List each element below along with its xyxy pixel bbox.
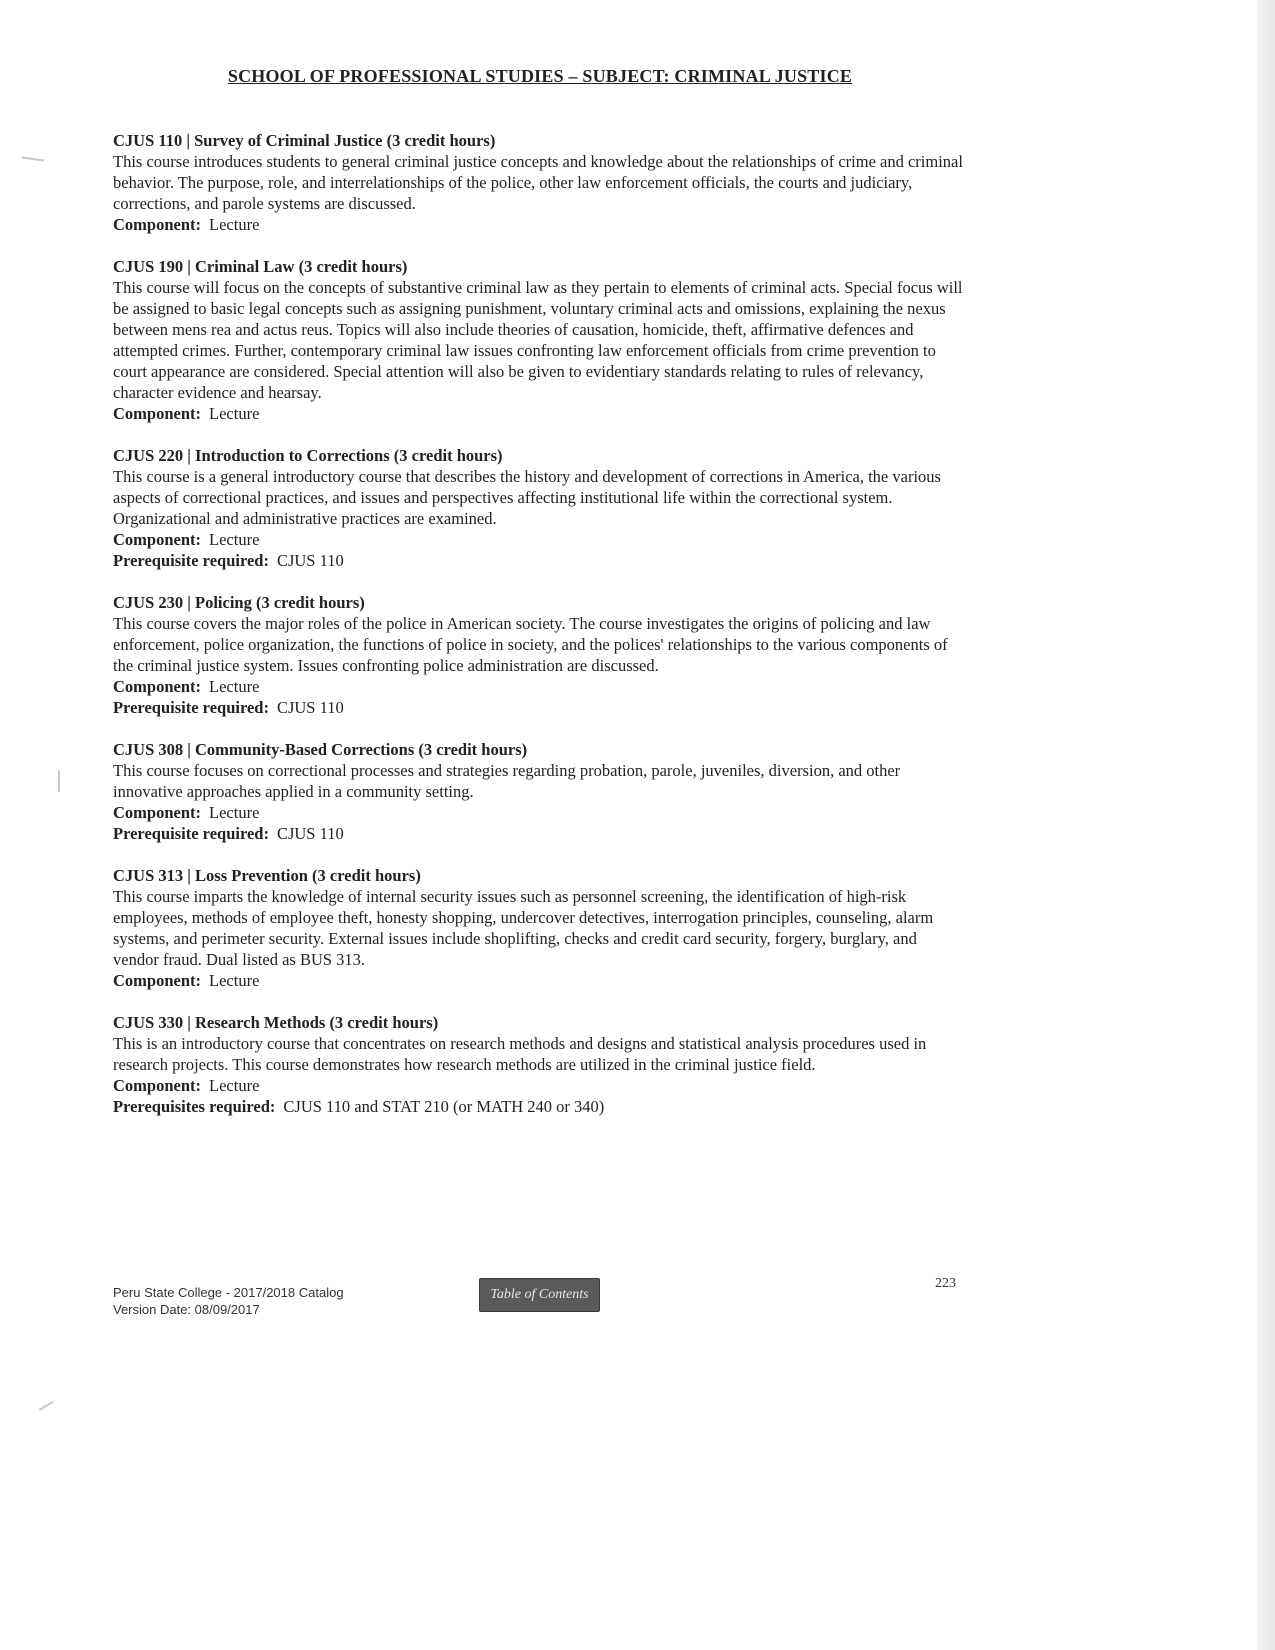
course-title: CJUS 330 | Research Methods (3 credit hours) xyxy=(113,1013,439,1032)
course-description: This course will focus on the concepts of substantive criminal law as they pertain to elements of criminal acts. Special focus will be assigned to basic legal concepts such as assigning punishment, voluntary criminal acts and omissions, explaining the nexus between mens rea and actus reus. Topics will also include theories of causation, homicide, theft, affirmative defences and attempted crimes. Further, contemporary criminal law issues confronting law enforcement officials from crime prevention to court appearance are considered. Special attention will also be given to evidentiary standards relating to rules of relevancy, character evidence and hearsay. xyxy=(113,278,963,402)
prerequisite-line xyxy=(113,697,963,718)
course-title: CJUS 110 | Survey of Criminal Justice (3 credit hours) xyxy=(113,131,496,150)
component-label: Component: xyxy=(113,530,202,549)
component-line xyxy=(113,214,963,235)
component-value: Lecture xyxy=(209,530,260,549)
course-description: This course imparts the knowledge of internal security issues such as personnel screening, the identification of high-risk employees, methods of employee theft, honesty shopping, undercover detectives, interrogation principles, counseling, alarm systems, and perimeter security. External issues include shoplifting, checks and credit card security, forgery, burglary, and vendor fraud. Dual listed as BUS 313. xyxy=(113,887,934,969)
component-value: Lecture xyxy=(209,215,260,234)
prerequisite-line xyxy=(113,550,963,571)
course-title: CJUS 230 | Policing (3 credit hours) xyxy=(113,593,365,612)
course-title: CJUS 190 | Criminal Law (3 credit hours) xyxy=(113,257,408,276)
component-line xyxy=(113,970,963,991)
footer-catalog-info xyxy=(113,1284,344,1318)
component-line xyxy=(113,403,963,424)
prerequisite-value: CJUS 110 xyxy=(276,698,344,717)
component-value: Lecture xyxy=(209,404,260,423)
prerequisite-label: Prerequisites required: xyxy=(113,1097,276,1116)
component-line xyxy=(113,676,963,697)
course-title: CJUS 313 | Loss Prevention (3 credit hours) xyxy=(113,866,421,885)
course-description: This is an introductory course that concentrates on research methods and designs and statistical analysis procedures used in research projects. This course demonstrates how research methods are utilized in the criminal justice field. xyxy=(113,1034,927,1074)
course-description: This course covers the major roles of the police in American society. The course investigates the origins of policing and law enforcement, police organization, the functions of police in society, and the polices' relationships to the various components of the criminal justice system. Issues confronting police administration are discussed. xyxy=(113,614,948,675)
scan-edge-shadow xyxy=(1257,0,1275,1650)
course-list xyxy=(113,130,963,1138)
prerequisite-line xyxy=(113,1096,963,1117)
component-value: Lecture xyxy=(209,971,260,990)
catalog-name: Peru State College - 2017/2018 Catalog xyxy=(113,1285,344,1300)
component-label: Component: xyxy=(113,404,202,423)
scan-mark xyxy=(22,156,44,161)
component-label: Component: xyxy=(113,1076,202,1095)
component-label: Component: xyxy=(113,677,202,696)
prerequisite-label: Prerequisite required: xyxy=(113,824,269,843)
prerequisite-value: CJUS 110 xyxy=(276,551,344,570)
page-header: SCHOOL OF PROFESSIONAL STUDIES – SUBJECT: CRIMINAL JUSTICE xyxy=(227,66,853,86)
course-description: This course is a general introductory course that describes the history and development of corrections in America, the various aspects of correctional practices, and issues and perspectives affecting institutional life within the correctional system. Organizational and administrative practices are examined. xyxy=(113,467,941,528)
component-line xyxy=(113,802,963,823)
component-line xyxy=(113,1075,963,1096)
course-entry xyxy=(113,256,963,424)
component-value: Lecture xyxy=(209,803,260,822)
course-title: CJUS 308 | Community-Based Corrections (3 credit hours) xyxy=(113,740,528,759)
course-entry xyxy=(113,865,963,991)
scan-mark xyxy=(58,770,60,792)
component-line xyxy=(113,529,963,550)
course-entry xyxy=(113,130,963,235)
course-description: This course focuses on correctional processes and strategies regarding probation, parole, juveniles, diversion, and other innovative approaches applied in a community setting. xyxy=(113,761,901,801)
component-value: Lecture xyxy=(209,1076,260,1095)
page-number: 223 xyxy=(935,1276,956,1291)
prerequisite-value: CJUS 110 xyxy=(276,824,344,843)
component-value: Lecture xyxy=(209,677,260,696)
component-label: Component: xyxy=(113,971,202,990)
prerequisite-value: CJUS 110 and STAT 210 (or MATH 240 or 340) xyxy=(283,1097,605,1116)
prerequisite-label: Prerequisite required: xyxy=(113,698,269,717)
prerequisite-line xyxy=(113,823,963,844)
component-label: Component: xyxy=(113,215,202,234)
course-entry xyxy=(113,1012,963,1117)
course-entry xyxy=(113,592,963,718)
version-date: Version Date: 08/09/2017 xyxy=(113,1302,260,1317)
prerequisite-label: Prerequisite required: xyxy=(113,551,269,570)
table-of-contents-button[interactable]: Table of Contents xyxy=(479,1278,600,1312)
course-title: CJUS 220 | Introduction to Corrections (3 credit hours) xyxy=(113,446,503,465)
course-description: This course introduces students to general criminal justice concepts and knowledge about the relationships of crime and criminal behavior. The purpose, role, and interrelationships of the police, other law enforcement officials, the courts and judiciary, corrections, and parole systems are discussed. xyxy=(113,152,963,213)
course-entry xyxy=(113,445,963,571)
component-label: Component: xyxy=(113,803,202,822)
scan-mark xyxy=(39,1401,54,1411)
course-entry xyxy=(113,739,963,844)
